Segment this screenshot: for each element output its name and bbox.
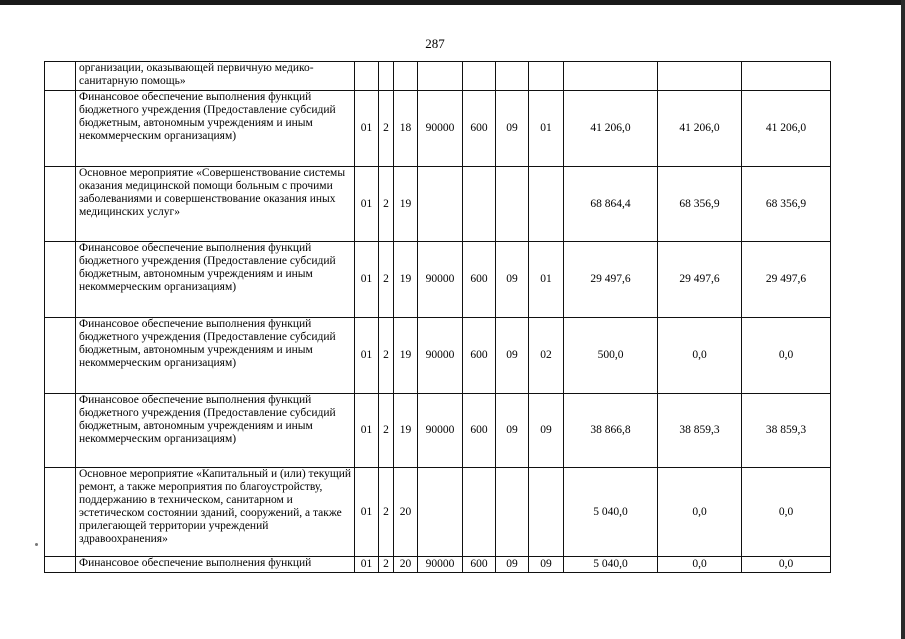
code-section-cell (496, 62, 529, 91)
amount-year-2-cell: 38 859,3 (658, 394, 742, 468)
amount-year-3-cell: 41 206,0 (742, 91, 831, 167)
code-om-cell: 19 (394, 242, 418, 318)
row-name-cell: организации, оказывающей первичную медико-санитарную помощь» (76, 62, 355, 91)
code-expense-type-cell (463, 468, 496, 557)
code-pp-cell: 2 (379, 242, 394, 318)
row-name-cell: Финансовое обеспечение выполнения функций бюджетного учреждения (Предоставление субсидий бюджетным, автономным учреждениям и иным некоммерческим организациям) (76, 318, 355, 394)
code-gp-cell (355, 62, 379, 91)
code-subsection-cell: 02 (529, 318, 564, 394)
row-blank-cell (45, 242, 76, 318)
code-expense-type-cell (463, 62, 496, 91)
code-section-cell: 09 (496, 394, 529, 468)
amount-year-1-cell: 38 866,8 (564, 394, 658, 468)
page-number: 287 (425, 36, 445, 51)
code-pp-cell: 2 (379, 91, 394, 167)
row-blank-cell (45, 167, 76, 242)
amount-year-1-cell: 500,0 (564, 318, 658, 394)
scan-right-edge (901, 0, 905, 639)
row-blank-cell (45, 468, 76, 557)
amount-year-2-cell: 68 356,9 (658, 167, 742, 242)
amount-year-2-cell: 0,0 (658, 557, 742, 573)
table-row (45, 62, 831, 91)
code-subsection-cell (529, 468, 564, 557)
code-direction-cell: 90000 (418, 242, 463, 318)
amount-year-1-cell: 68 864,4 (564, 167, 658, 242)
code-om-cell: 18 (394, 91, 418, 167)
code-subsection-cell: 01 (529, 242, 564, 318)
code-section-cell (496, 468, 529, 557)
amount-year-1-cell: 41 206,0 (564, 91, 658, 167)
table-row (45, 91, 831, 167)
table-row (45, 468, 831, 557)
code-gp-cell: 01 (355, 557, 379, 573)
code-om-cell: 19 (394, 318, 418, 394)
table-row (45, 394, 831, 468)
code-direction-cell: 90000 (418, 394, 463, 468)
code-direction-cell: 90000 (418, 557, 463, 573)
row-name-cell: Финансовое обеспечение выполнения функций (76, 557, 355, 573)
code-expense-type-cell (463, 167, 496, 242)
code-subsection-cell: 01 (529, 91, 564, 167)
code-subsection-cell: 09 (529, 557, 564, 573)
budget-table-body (45, 62, 831, 573)
code-gp-cell: 01 (355, 318, 379, 394)
code-pp-cell: 2 (379, 167, 394, 242)
amount-year-1-cell: 5 040,0 (564, 468, 658, 557)
row-name-cell: Основное мероприятие «Совершенствование системы оказания медицинской помощи больным с прочими заболеваниями и совершенствование оказания иных медицинских услуг» (76, 167, 355, 242)
amount-year-1-cell (564, 62, 658, 91)
code-gp-cell: 01 (355, 167, 379, 242)
table-row (45, 318, 831, 394)
amount-year-3-cell: 0,0 (742, 557, 831, 573)
amount-year-3-cell: 68 356,9 (742, 167, 831, 242)
code-pp-cell: 2 (379, 318, 394, 394)
amount-year-2-cell: 29 497,6 (658, 242, 742, 318)
row-blank-cell (45, 394, 76, 468)
code-om-cell: 20 (394, 557, 418, 573)
code-expense-type-cell: 600 (463, 318, 496, 394)
code-expense-type-cell: 600 (463, 557, 496, 573)
row-name-cell: Финансовое обеспечение выполнения функций бюджетного учреждения (Предоставление субсидий бюджетным, автономным учреждениям и иным некоммерческим организациям) (76, 242, 355, 318)
code-om-cell: 20 (394, 468, 418, 557)
row-blank-cell (45, 91, 76, 167)
code-om-cell: 19 (394, 167, 418, 242)
budget-table (44, 61, 831, 573)
code-subsection-cell (529, 62, 564, 91)
row-name-cell: Основное мероприятие «Капитальный и (или) текущий ремонт, а также мероприятия по благоустройству, поддержанию в техническом, санитарном и эстетическом состоянии зданий, сооружений, а также прилегающей территории учреждений здравоохранения» (76, 468, 355, 557)
row-blank-cell (45, 62, 76, 91)
code-om-cell: 19 (394, 394, 418, 468)
code-om-cell (394, 62, 418, 91)
code-expense-type-cell: 600 (463, 394, 496, 468)
code-subsection-cell (529, 167, 564, 242)
amount-year-1-cell: 5 040,0 (564, 557, 658, 573)
amount-year-3-cell: 0,0 (742, 318, 831, 394)
amount-year-1-cell: 29 497,6 (564, 242, 658, 318)
code-section-cell (496, 167, 529, 242)
code-pp-cell: 2 (379, 468, 394, 557)
table-row (45, 242, 831, 318)
code-section-cell: 09 (496, 242, 529, 318)
amount-year-3-cell: 38 859,3 (742, 394, 831, 468)
code-pp-cell: 2 (379, 557, 394, 573)
code-direction-cell: 90000 (418, 91, 463, 167)
amount-year-2-cell: 41 206,0 (658, 91, 742, 167)
code-gp-cell: 01 (355, 468, 379, 557)
code-section-cell: 09 (496, 557, 529, 573)
code-direction-cell: 90000 (418, 318, 463, 394)
amount-year-3-cell: 0,0 (742, 468, 831, 557)
code-section-cell: 09 (496, 318, 529, 394)
amount-year-3-cell: 29 497,6 (742, 242, 831, 318)
code-pp-cell: 2 (379, 394, 394, 468)
code-section-cell: 09 (496, 91, 529, 167)
code-expense-type-cell: 600 (463, 242, 496, 318)
code-gp-cell: 01 (355, 91, 379, 167)
amount-year-2-cell: 0,0 (658, 318, 742, 394)
table-row (45, 167, 831, 242)
code-direction-cell (418, 62, 463, 91)
row-blank-cell (45, 318, 76, 394)
code-pp-cell (379, 62, 394, 91)
amount-year-2-cell: 0,0 (658, 468, 742, 557)
row-blank-cell (45, 557, 76, 573)
code-expense-type-cell: 600 (463, 91, 496, 167)
scan-top-edge (0, 0, 905, 5)
code-direction-cell (418, 468, 463, 557)
code-subsection-cell: 09 (529, 394, 564, 468)
code-gp-cell: 01 (355, 394, 379, 468)
amount-year-2-cell (658, 62, 742, 91)
amount-year-3-cell (742, 62, 831, 91)
table-row (45, 557, 831, 573)
row-name-cell: Финансовое обеспечение выполнения функций бюджетного учреждения (Предоставление субсидий бюджетным, автономным учреждениям и иным некоммерческим организациям) (76, 394, 355, 468)
code-direction-cell (418, 167, 463, 242)
code-gp-cell: 01 (355, 242, 379, 318)
row-name-cell: Финансовое обеспечение выполнения функций бюджетного учреждения (Предоставление субсидий бюджетным, автономным учреждениям и иным некоммерческим организациям) (76, 91, 355, 167)
scan-speck (35, 543, 38, 546)
